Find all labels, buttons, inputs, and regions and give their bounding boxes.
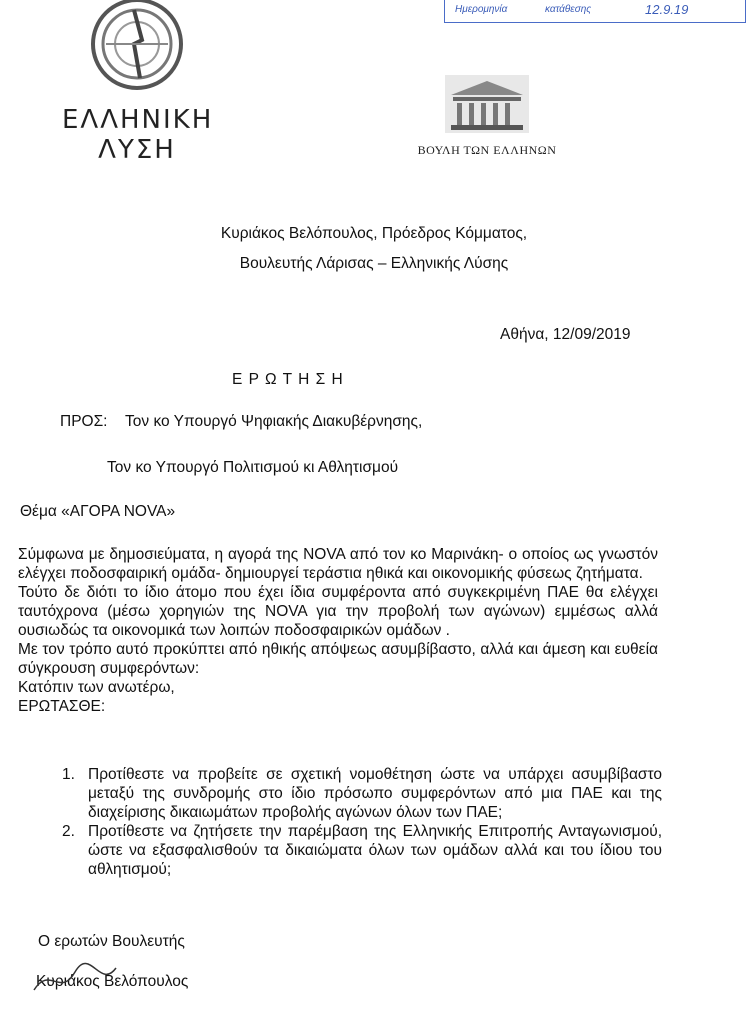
doc-type: Ε Ρ Ω Τ Η Σ Η — [232, 371, 344, 388]
filing-stamp — [444, 0, 746, 23]
paragraph-1: Σύμφωνα με δημοσιεύματα, η αγορά της NOVA από τον κο Μαρινάκη- ο οποίος ως γνωστόν ελέγχει ποδοσφαιρική ομάδα- δημιουργεί τεράστια ηθικά και οικονομικής φύσεως ζητήματα. — [18, 546, 658, 582]
handwritten-signature-icon — [30, 960, 120, 1000]
party-emblem-icon — [82, 0, 192, 95]
parliament-building-icon — [441, 75, 533, 139]
question-number: 2. — [62, 823, 75, 840]
subject: Θέμα «ΑΓΟΡΑ NOVA» — [20, 503, 176, 520]
parliament-name: ΒΟΥΛΗ ΤΩΝ ΕΛΛΗΝΩΝ — [417, 143, 557, 157]
paragraph-5: ΕΡΩΤΑΣΘΕ: — [18, 698, 106, 715]
place-date: Αθήνα, 12/09/2019 — [500, 326, 631, 343]
stamp-label-date: Ημερομηνία — [455, 4, 508, 15]
sender-line2: Βουλευτής Λάρισας – Ελληνικής Λύσης — [239, 255, 509, 272]
recipient-first: Τον κο Υπουργό Ψηφιακής Διακυβέρνησης, — [125, 413, 423, 430]
parliament-logo — [392, 75, 582, 158]
question-text: Προτίθεστε να ζητήσετε την παρέμβαση της Ελληνικής Επιτροπής Ανταγωνισμού, ώστε να εξασφαλισθούν τα δικαιώματα όλων των ομάδων αλλά και του ίδιου του αθλητισμού; — [88, 823, 662, 878]
list-item — [62, 765, 662, 822]
signature-name: Κυριάκος Βελόπουλος — [36, 973, 189, 990]
recipient-second: Τον κο Υπουργό Πολιτισμού κι Αθλητισμού — [107, 459, 399, 476]
questions-list — [62, 765, 662, 879]
question-text: Προτίθεστε να προβείτε σε σχετική νομοθέτηση ώστε να υπάρχει ασυμβίβαστο μεταξύ της συνδρομής στο ίδιο πρόσωπο συμφερόντων από μια ΠΑΕ και της διαχείρισης δικαιωμάτων προβολής αγώνων όλων των ΠΑΕ; — [88, 766, 662, 821]
sender-line1: Κυριάκος Βελόπουλος, Πρόεδρος Κόμματος, — [220, 225, 528, 242]
party-name-line1: ΕΛΛΗΝΙΚΗ — [62, 105, 214, 135]
signature-role: Ο ερωτών Βουλευτής — [38, 933, 185, 950]
paragraph-3: Με τον τρόπο αυτό προκύπτει από ηθικής απόψεως ασυμβίβαστο, αλλά και άμεση και ευθεία σύγκρουση συμφερόντων: — [18, 641, 658, 677]
question-number: 1. — [62, 766, 75, 783]
stamp-date: 12.9.19 — [645, 2, 689, 17]
party-name-line2: ΛΥΣΗ — [98, 135, 176, 165]
body-text — [18, 545, 658, 716]
paragraph-2: Τούτο δε διότι το ίδιο άτομο που έχει ίδια συμφέροντα από συγκεκριμένη ΠΑΕ θα ελέγχει ταυτόχρονα (μέσω χορηγιών της NOVA για την προβολή των αγώνων) εμμέσως αλλά ουσιωδώς τα οικονομικά των λοιπών ποδοσφαιρικών ομάδων . — [18, 584, 658, 639]
list-item — [62, 822, 662, 879]
recipients-label: ΠΡΟΣ: — [60, 413, 108, 430]
party-logo — [62, 0, 212, 170]
paragraph-4: Κατόπιν των ανωτέρω, — [18, 679, 175, 696]
stamp-label-filing: κατάθεσης — [545, 4, 592, 15]
